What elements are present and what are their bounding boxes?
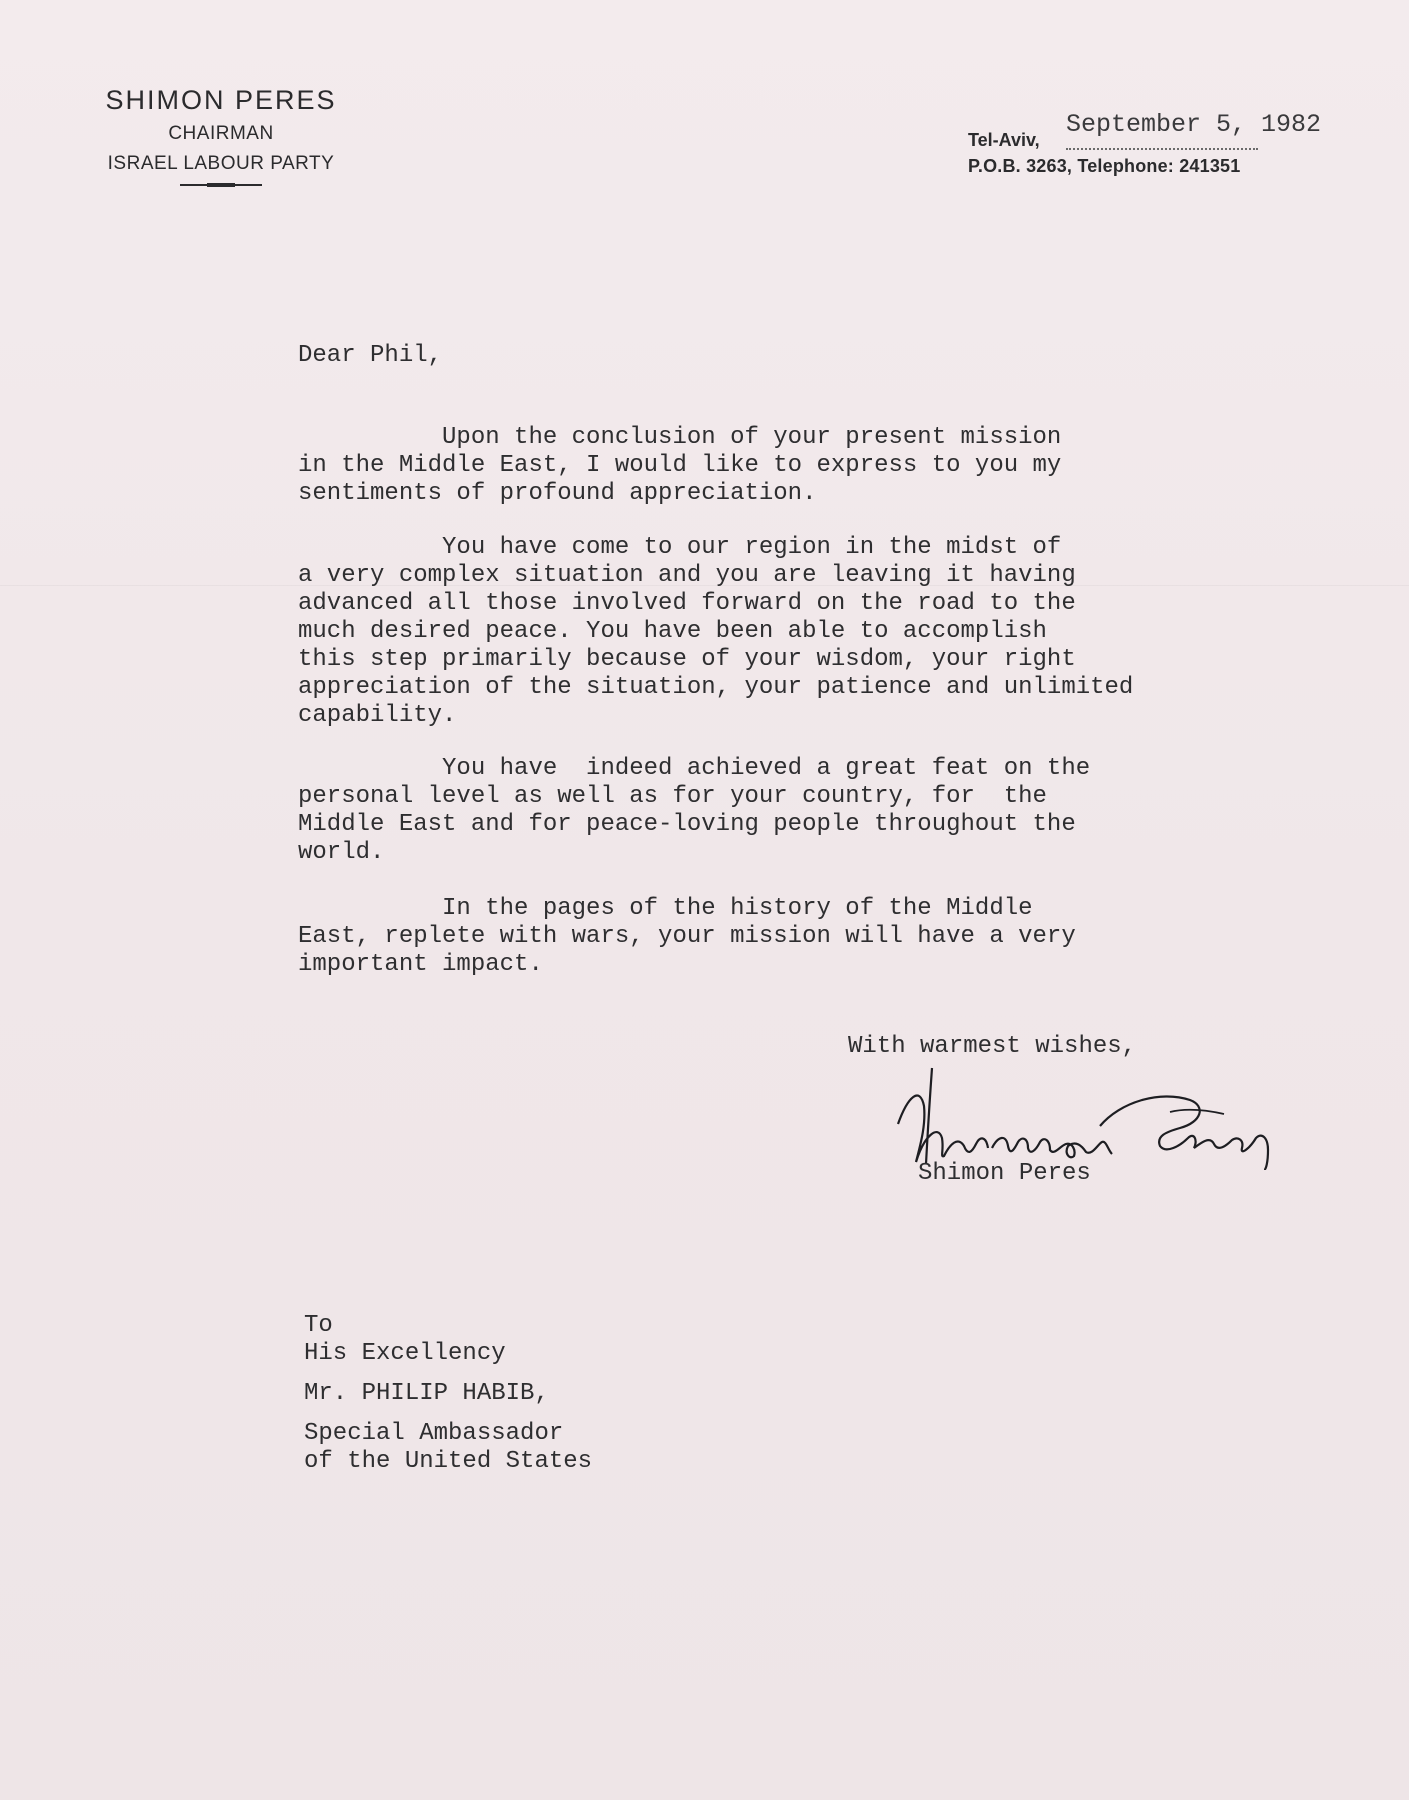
letter-date: September 5, 1982	[1066, 110, 1322, 139]
recipient-position-1: Special Ambassador	[304, 1420, 564, 1447]
contact-line: P.O.B. 3263, Telephone: 241351	[968, 156, 1241, 176]
salutation: Dear Phil,	[298, 342, 443, 369]
recipient-position-2: of the United States	[304, 1448, 593, 1475]
date-dotted-line	[1066, 148, 1258, 150]
letterhead-organization: ISRAEL LABOUR PARTY	[107, 153, 335, 174]
letterhead-title: CHAIRMAN	[168, 123, 274, 144]
letterhead-right	[968, 110, 1388, 177]
paragraph-2: You have come to our region in the midst of a very complex situation and you are leaving it having advanced all those involved forward on the road to the much desired peace. You have been able to accomplish this step primarily because of your wisdom, your right appreciation of the situation, your patience and unlimited capability.	[298, 534, 1134, 729]
recipient-address	[304, 1312, 592, 1476]
letterhead-name: SHIMON PERES	[105, 85, 337, 115]
handwritten-signature	[880, 1066, 1290, 1170]
address-honorific: His Excellency	[304, 1340, 506, 1367]
paragraph-4: In the pages of the history of the Middle East, replete with wars, your mission will have a very important impact.	[298, 895, 1076, 978]
address-to: To	[304, 1312, 333, 1339]
closing: With warmest wishes,	[848, 1033, 1137, 1060]
place-date-line	[968, 110, 1388, 150]
letterhead-left	[96, 84, 346, 186]
recipient-name: Mr. PHILIP HABIB,	[304, 1380, 549, 1407]
paragraph-3: You have indeed achieved a great feat on the personal level as well as for your country, for the Middle East and for peace-loving people throughout the world.	[298, 755, 1091, 866]
letterhead-divider	[180, 184, 262, 186]
place-label: Tel-Aviv,	[968, 130, 1040, 150]
paragraph-1: Upon the conclusion of your present mission in the Middle East, I would like to express to you my sentiments of profound appreciation.	[298, 424, 1062, 507]
signer-name: Shimon Peres	[918, 1160, 1091, 1187]
